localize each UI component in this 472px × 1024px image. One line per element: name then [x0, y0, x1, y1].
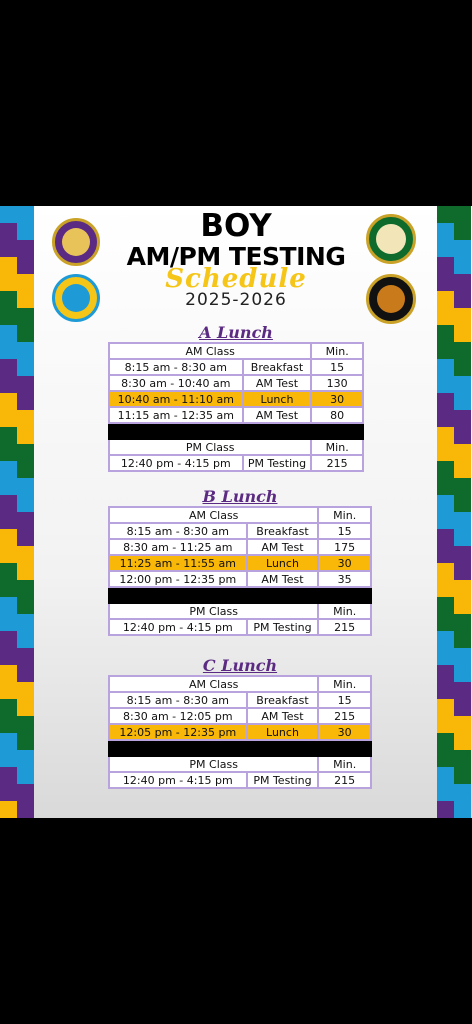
table-header-row: [109, 603, 371, 619]
table-row: [109, 724, 371, 740]
checker-square: [454, 444, 471, 461]
minutes-cell: 130: [311, 375, 363, 391]
checker-square: [17, 325, 34, 342]
checker-square: [0, 529, 17, 546]
class-header: PM Class: [109, 603, 318, 619]
time-cell: 11:15 am - 12:35 am: [109, 407, 243, 423]
checker-square: [454, 665, 471, 682]
checker-square: [437, 410, 454, 427]
time-cell: 8:30 am - 11:25 am: [109, 539, 247, 555]
activity-cell: PM Testing: [247, 772, 319, 788]
checker-square: [437, 750, 454, 767]
checker-square: [454, 393, 471, 410]
table-row: [109, 375, 363, 391]
checker-square: [17, 444, 34, 461]
activity-cell: Breakfast: [247, 692, 319, 708]
class-header: AM Class: [109, 507, 318, 523]
title-boy: BOY: [200, 208, 272, 244]
checker-square: [0, 597, 17, 614]
checker-square: [17, 767, 34, 784]
lunch-title: C Lunch: [202, 656, 278, 675]
lunch-title: B Lunch: [202, 487, 278, 506]
checker-square: [454, 495, 471, 512]
checker-square: [437, 682, 454, 699]
checker-square: [17, 733, 34, 750]
checker-square: [0, 614, 17, 631]
checker-square: [17, 580, 34, 597]
checker-square: [17, 563, 34, 580]
table-row: [109, 523, 371, 539]
checker-square: [454, 359, 471, 376]
activity-cell: Lunch: [243, 391, 312, 407]
checker-square: [0, 563, 17, 580]
checker-square: [0, 359, 17, 376]
table-row: [109, 692, 371, 708]
checker-square: [0, 325, 17, 342]
table-header-row: [109, 756, 371, 772]
checker-square: [0, 308, 17, 325]
checker-square: [437, 308, 454, 325]
minutes-header: Min.: [318, 676, 371, 692]
class-header: PM Class: [109, 756, 318, 772]
activity-cell: Lunch: [247, 555, 319, 571]
table-row: [109, 539, 371, 555]
checker-square: [0, 342, 17, 359]
checker-square: [454, 801, 471, 818]
checker-square: [17, 495, 34, 512]
minutes-cell: 15: [318, 523, 371, 539]
table-header-row: [109, 439, 363, 455]
checker-square: [454, 580, 471, 597]
divider-cell: [109, 740, 371, 756]
minutes-cell: 215: [318, 619, 371, 635]
time-cell: 12:40 pm - 4:15 pm: [109, 772, 247, 788]
minutes-header: Min.: [311, 439, 363, 455]
checker-square: [454, 716, 471, 733]
checker-square: [17, 631, 34, 648]
checker-square: [0, 682, 17, 699]
checker-square: [454, 631, 471, 648]
activity-cell: Breakfast: [243, 359, 312, 375]
checker-square: [437, 444, 454, 461]
checker-square: [0, 546, 17, 563]
checker-square: [454, 308, 471, 325]
checker-square: [454, 682, 471, 699]
minutes-cell: 35: [318, 571, 371, 587]
checker-square: [17, 750, 34, 767]
checker-square: [437, 393, 454, 410]
activity-cell: AM Test: [247, 708, 319, 724]
school-year: 2025-2026: [185, 290, 287, 310]
checker-square: [437, 376, 454, 393]
divider-cell: [109, 587, 371, 603]
checker-square: [454, 733, 471, 750]
table-row: [109, 407, 363, 423]
table-row: [109, 359, 363, 375]
checker-square: [0, 580, 17, 597]
checker-square: [17, 614, 34, 631]
time-cell: 8:30 am - 12:05 pm: [109, 708, 247, 724]
checker-square: [17, 512, 34, 529]
checker-square: [454, 461, 471, 478]
checker-square: [17, 529, 34, 546]
lunch-title: A Lunch: [199, 323, 273, 342]
checker-square: [437, 461, 454, 478]
checker-square: [17, 597, 34, 614]
table-header-row: [109, 343, 363, 359]
checker-square: [454, 529, 471, 546]
checker-square: [17, 699, 34, 716]
activity-cell: AM Test: [243, 375, 312, 391]
checker-square: [0, 767, 17, 784]
checker-square: [0, 665, 17, 682]
checker-square: [17, 665, 34, 682]
checker-square: [437, 478, 454, 495]
checker-square: [437, 580, 454, 597]
time-cell: 12:05 pm - 12:35 pm: [109, 724, 247, 740]
checker-square: [17, 784, 34, 801]
minutes-cell: 215: [311, 455, 363, 471]
checker-square: [437, 359, 454, 376]
schedule-poster: [0, 206, 472, 818]
checker-square: [454, 325, 471, 342]
activity-cell: Breakfast: [247, 523, 319, 539]
divider-bar: [109, 423, 363, 439]
checker-square: [0, 784, 17, 801]
checker-square: [437, 325, 454, 342]
divider-cell: [109, 423, 363, 439]
lunch-schedule-table: [108, 675, 372, 789]
checker-square: [437, 427, 454, 444]
checker-square: [454, 546, 471, 563]
checker-square: [17, 648, 34, 665]
lunch-schedule-table: [108, 506, 372, 636]
table-row: [109, 708, 371, 724]
table-row: [109, 571, 371, 587]
checker-square: [437, 665, 454, 682]
minutes-cell: 30: [318, 724, 371, 740]
minutes-cell: 175: [318, 539, 371, 555]
minutes-header: Min.: [318, 507, 371, 523]
checker-square: [454, 597, 471, 614]
minutes-cell: 215: [318, 772, 371, 788]
checker-square: [17, 801, 34, 818]
checker-square: [454, 750, 471, 767]
checker-square: [0, 733, 17, 750]
checker-square: [0, 495, 17, 512]
minutes-header: Min.: [311, 343, 363, 359]
checker-square: [437, 563, 454, 580]
checker-square: [437, 495, 454, 512]
checker-square: [17, 546, 34, 563]
activity-cell: AM Test: [243, 407, 312, 423]
checker-square: [454, 342, 471, 359]
title-schedule-script: Schedule: [165, 264, 307, 294]
time-cell: 10:40 am - 11:10 am: [109, 391, 243, 407]
checker-square: [0, 801, 17, 818]
time-cell: 12:40 pm - 4:15 pm: [109, 455, 243, 471]
checker-square: [0, 699, 17, 716]
checker-square: [0, 393, 17, 410]
checker-square: [437, 801, 454, 818]
time-cell: 8:15 am - 8:30 am: [109, 692, 247, 708]
checker-square: [454, 410, 471, 427]
checker-square: [0, 444, 17, 461]
checker-square: [17, 461, 34, 478]
class-header: AM Class: [109, 343, 311, 359]
checker-square: [0, 750, 17, 767]
checker-square: [17, 682, 34, 699]
minutes-cell: 80: [311, 407, 363, 423]
checker-square: [17, 342, 34, 359]
checker-square: [437, 733, 454, 750]
checker-square: [454, 512, 471, 529]
table-row: [109, 555, 371, 571]
table-header-row: [109, 676, 371, 692]
checker-square: [0, 410, 17, 427]
checker-square: [454, 767, 471, 784]
table-row: [109, 391, 363, 407]
minutes-header: Min.: [318, 603, 371, 619]
checker-square: [437, 767, 454, 784]
checker-square: [17, 308, 34, 325]
checker-square: [437, 648, 454, 665]
checker-square: [437, 614, 454, 631]
class-header: AM Class: [109, 676, 318, 692]
checker-square: [454, 648, 471, 665]
checker-square: [17, 478, 34, 495]
checker-square: [437, 342, 454, 359]
checker-square: [0, 427, 17, 444]
checker-square: [0, 376, 17, 393]
minutes-cell: 30: [318, 555, 371, 571]
checker-square: [437, 529, 454, 546]
lunch-schedule-table: [108, 342, 364, 472]
checker-square: [437, 631, 454, 648]
checker-square: [437, 597, 454, 614]
checker-square: [0, 716, 17, 733]
minutes-cell: 15: [311, 359, 363, 375]
checker-square: [17, 393, 34, 410]
time-cell: 8:15 am - 8:30 am: [109, 523, 247, 539]
checker-square: [454, 784, 471, 801]
minutes-cell: 15: [318, 692, 371, 708]
activity-cell: PM Testing: [247, 619, 319, 635]
checker-square: [454, 563, 471, 580]
minutes-header: Min.: [318, 756, 371, 772]
title-am-pm-testing: AM/PM TESTING: [126, 242, 346, 271]
checker-square: [454, 614, 471, 631]
checker-square: [454, 478, 471, 495]
checker-square: [0, 461, 17, 478]
table-header-row: [109, 507, 371, 523]
time-cell: 11:25 am - 11:55 am: [109, 555, 247, 571]
checker-square: [437, 716, 454, 733]
checker-square: [17, 427, 34, 444]
class-header: PM Class: [109, 439, 311, 455]
checker-square: [437, 784, 454, 801]
time-cell: 8:30 am - 10:40 am: [109, 375, 243, 391]
time-cell: 12:00 pm - 12:35 pm: [109, 571, 247, 587]
checker-square: [0, 631, 17, 648]
checker-square: [454, 376, 471, 393]
divider-bar: [109, 587, 371, 603]
checker-square: [437, 699, 454, 716]
activity-cell: AM Test: [247, 539, 319, 555]
checker-square: [437, 512, 454, 529]
divider-bar: [109, 740, 371, 756]
minutes-cell: 30: [311, 391, 363, 407]
table-row: [109, 455, 363, 471]
checker-square: [17, 359, 34, 376]
checker-square: [437, 546, 454, 563]
minutes-cell: 215: [318, 708, 371, 724]
time-cell: 12:40 pm - 4:15 pm: [109, 619, 247, 635]
table-row: [109, 772, 371, 788]
activity-cell: PM Testing: [243, 455, 312, 471]
checker-square: [0, 478, 17, 495]
checker-square: [0, 512, 17, 529]
checker-square: [17, 410, 34, 427]
checker-square: [454, 699, 471, 716]
checker-square: [0, 648, 17, 665]
activity-cell: Lunch: [247, 724, 319, 740]
time-cell: 8:15 am - 8:30 am: [109, 359, 243, 375]
checker-square: [17, 376, 34, 393]
table-row: [109, 619, 371, 635]
checker-square: [17, 716, 34, 733]
checker-square: [454, 427, 471, 444]
activity-cell: AM Test: [247, 571, 319, 587]
